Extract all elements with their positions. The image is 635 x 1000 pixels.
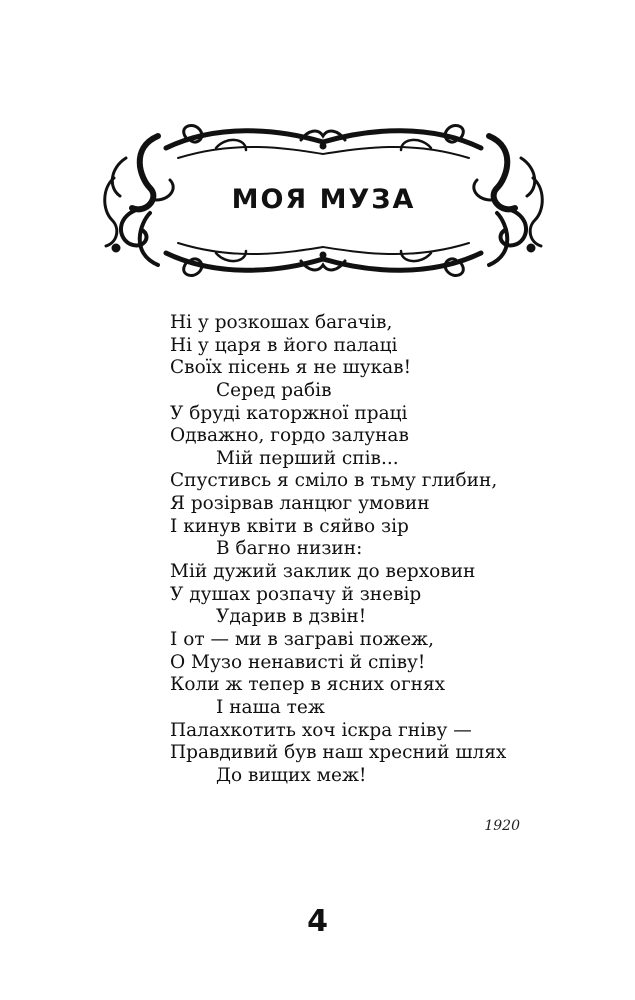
poem-line: Ударив в дзвін! (216, 606, 367, 628)
poem-line: Коли ж тепер в ясних огнях (170, 674, 446, 696)
poem-line: О Музо ненависті й співу! (170, 651, 426, 673)
poem-line: І кинув квіти в сяйво зір (170, 515, 409, 537)
poem-line: Спустивсь я сміло в тьму глибин, (170, 470, 498, 492)
poem-line: В багно низин: (216, 538, 363, 560)
poem-line: Правдивий був наш хресний шлях (170, 742, 507, 764)
poem-line: Мій перший спів... (216, 447, 399, 469)
poem-line: Ні у розкошах багачів, (170, 312, 393, 333)
poem-line: Своїх пісень я не шукав! (170, 357, 412, 379)
poem-line: Одважно, гордо залунав (170, 425, 409, 447)
poem-line: І наша теж (216, 696, 325, 718)
poem-line: До вищих меж! (216, 764, 367, 786)
page-title: МОЯ МУЗА (231, 184, 416, 215)
page-number: 4 (307, 904, 328, 939)
poem-line: Я розірвав ланцюг умовин (170, 493, 430, 515)
poem-date: 1920 (484, 818, 520, 834)
poem-line: Мій дужий заклик до верховин (170, 561, 476, 583)
poem-line: Ні у царя в його палаці (170, 334, 398, 356)
poem-line: У душах розпачу й зневір (170, 583, 422, 605)
poem-body (170, 312, 570, 787)
poem-line: І от — ми в заграві пожеж, (170, 628, 434, 650)
poem-line: Серед рабів (216, 379, 332, 401)
poem-line: У бруді каторжної праці (170, 402, 408, 424)
poem-line: Палахкотить хоч іскра гніву — (170, 719, 472, 741)
